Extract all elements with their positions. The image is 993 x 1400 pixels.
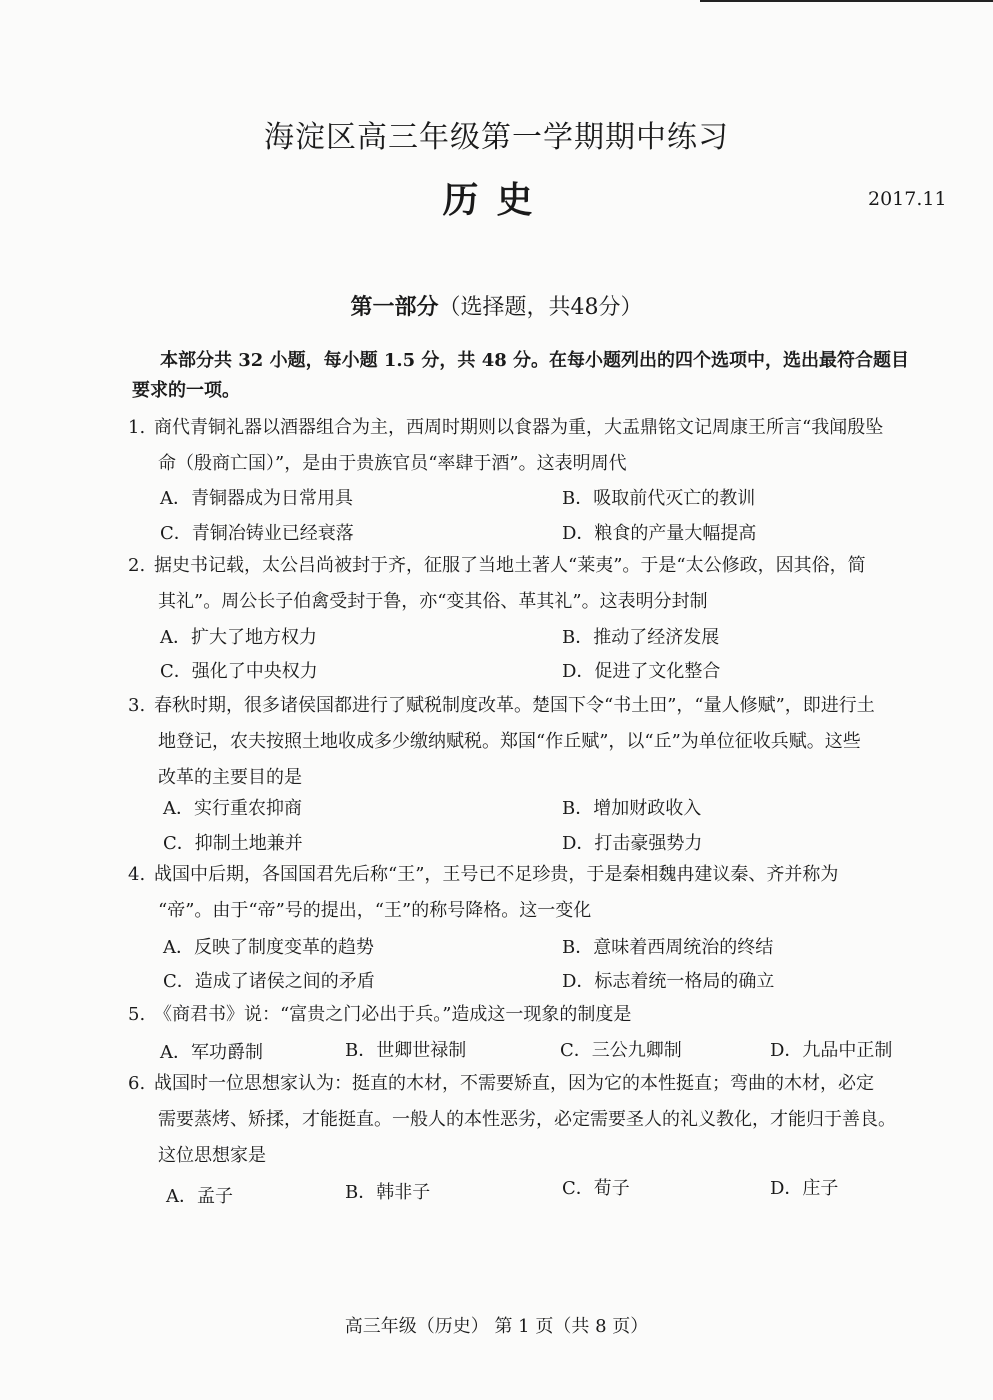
option-b[interactable]: B．韩非子 bbox=[345, 1182, 431, 1203]
option-b[interactable]: B．增加财政收入 bbox=[562, 798, 702, 819]
exam-date: 2017.11 bbox=[868, 188, 947, 210]
question-5 bbox=[128, 997, 934, 1033]
question-text: 需要蒸烤、矫揉，才能挺直。一般人的本性恶劣，必定需要圣人的礼义教化，才能归于善良。 bbox=[158, 1109, 896, 1130]
option-a[interactable]: A．反映了制度变革的趋势 bbox=[163, 937, 374, 958]
instructions-line: 要求的一项。 bbox=[132, 380, 240, 401]
question-text: 战国时一位思想家认为：挺直的木材，不需要矫直，因为它的本性挺直；弯曲的木材，必定 bbox=[154, 1073, 874, 1094]
option-b[interactable]: B．推动了经济发展 bbox=[562, 627, 720, 648]
question-number: 4. bbox=[128, 864, 146, 885]
question-text: 商代青铜礼器以酒器组合为主，西周时期则以食器为重，大盂鼎铭文记周康王所言“我闻殷坠 bbox=[154, 417, 884, 438]
question-number: 6. bbox=[128, 1073, 146, 1094]
question-text: 春秋时期，很多诸侯国都进行了赋税制度改革。楚国下令“书土田”，“量人修赋”，即进行土 bbox=[154, 695, 875, 716]
option-d[interactable]: D．粮食的产量大幅提高 bbox=[562, 523, 757, 544]
question-text: “帝”。由于“帝”号的提出，“王”的称号降格。这一变化 bbox=[158, 900, 592, 921]
question-number: 1. bbox=[128, 417, 146, 438]
question-number: 5. bbox=[128, 1004, 146, 1025]
option-b[interactable]: B．意味着西周统治的终结 bbox=[562, 937, 774, 958]
question-text: 这位思想家是 bbox=[158, 1145, 266, 1166]
option-a[interactable]: A．实行重农抑商 bbox=[163, 798, 302, 819]
question-number: 2. bbox=[128, 555, 146, 576]
page-footer: 高三年级（历史） 第 1 页（共 8 页） bbox=[344, 1316, 649, 1337]
scan-edge-line bbox=[700, 0, 993, 2]
question-6 bbox=[128, 1066, 934, 1174]
part-subtitle: （选择题，共48分） bbox=[438, 295, 643, 320]
option-b[interactable]: B．世卿世禄制 bbox=[345, 1040, 467, 1061]
option-d[interactable]: D．打击豪强势力 bbox=[562, 833, 703, 854]
option-a[interactable]: A．青铜器成为日常用具 bbox=[160, 488, 353, 509]
question-number: 3. bbox=[128, 695, 146, 716]
part-heading bbox=[0, 290, 993, 321]
option-b[interactable]: B．吸取前代灭亡的教训 bbox=[562, 488, 756, 509]
option-a[interactable]: A．军功爵制 bbox=[160, 1042, 263, 1063]
question-3 bbox=[128, 688, 934, 796]
option-d[interactable]: D．九品中正制 bbox=[770, 1040, 893, 1061]
option-c[interactable]: C．青铜冶铸业已经衰落 bbox=[160, 523, 354, 544]
option-a[interactable]: A．扩大了地方权力 bbox=[160, 627, 317, 648]
question-text: 改革的主要目的是 bbox=[158, 767, 302, 788]
exam-title: 海淀区高三年级第一学期期中练习 bbox=[264, 120, 729, 155]
question-text: 《商君书》说：“富贵之门必出于兵。”造成这一现象的制度是 bbox=[154, 1004, 632, 1025]
part-title: 第一部分 bbox=[350, 294, 439, 320]
question-4 bbox=[128, 857, 934, 929]
question-text: 其礼”。周公长子伯禽受封于鲁，亦“变其俗、革其礼”。这表明分封制 bbox=[158, 591, 708, 612]
option-d[interactable]: D．促进了文化整合 bbox=[562, 661, 721, 682]
question-text: 地登记，农夫按照土地收成多少缴纳赋税。郑国“作丘赋”，以“丘”为单位征收兵赋。这些 bbox=[158, 731, 861, 752]
option-c[interactable]: C．三公九卿制 bbox=[560, 1040, 682, 1061]
option-c[interactable]: C．抑制土地兼并 bbox=[163, 833, 303, 854]
instructions-line: 本部分共 32 小题，每小题 1.5 分，共 48 分。在每小题列出的四个选项中，选出最符合题目 bbox=[160, 350, 910, 371]
subject-title: 历史 bbox=[442, 179, 551, 221]
instructions bbox=[132, 346, 932, 406]
question-text: 据史书记载，太公吕尚被封于齐，征服了当地土著人“莱夷”。于是“太公修政，因其俗，简 bbox=[154, 555, 866, 576]
question-text: 战国中后期，各国国君先后称“王”，王号已不足珍贵，于是秦相魏冉建议秦、齐并称为 bbox=[154, 864, 839, 885]
question-2 bbox=[128, 548, 934, 620]
option-d[interactable]: D．标志着统一格局的确立 bbox=[562, 971, 775, 992]
option-c[interactable]: C．造成了诸侯之间的矛盾 bbox=[163, 971, 375, 992]
option-c[interactable]: C．强化了中央权力 bbox=[160, 661, 318, 682]
question-1 bbox=[128, 410, 934, 482]
question-text: 命（殷商亡国）”，是由于贵族官员“率肆于酒”。这表明周代 bbox=[158, 453, 627, 474]
option-a[interactable]: A．孟子 bbox=[166, 1186, 233, 1207]
option-c[interactable]: C．荀子 bbox=[562, 1178, 630, 1199]
option-d[interactable]: D．庄子 bbox=[770, 1178, 839, 1199]
